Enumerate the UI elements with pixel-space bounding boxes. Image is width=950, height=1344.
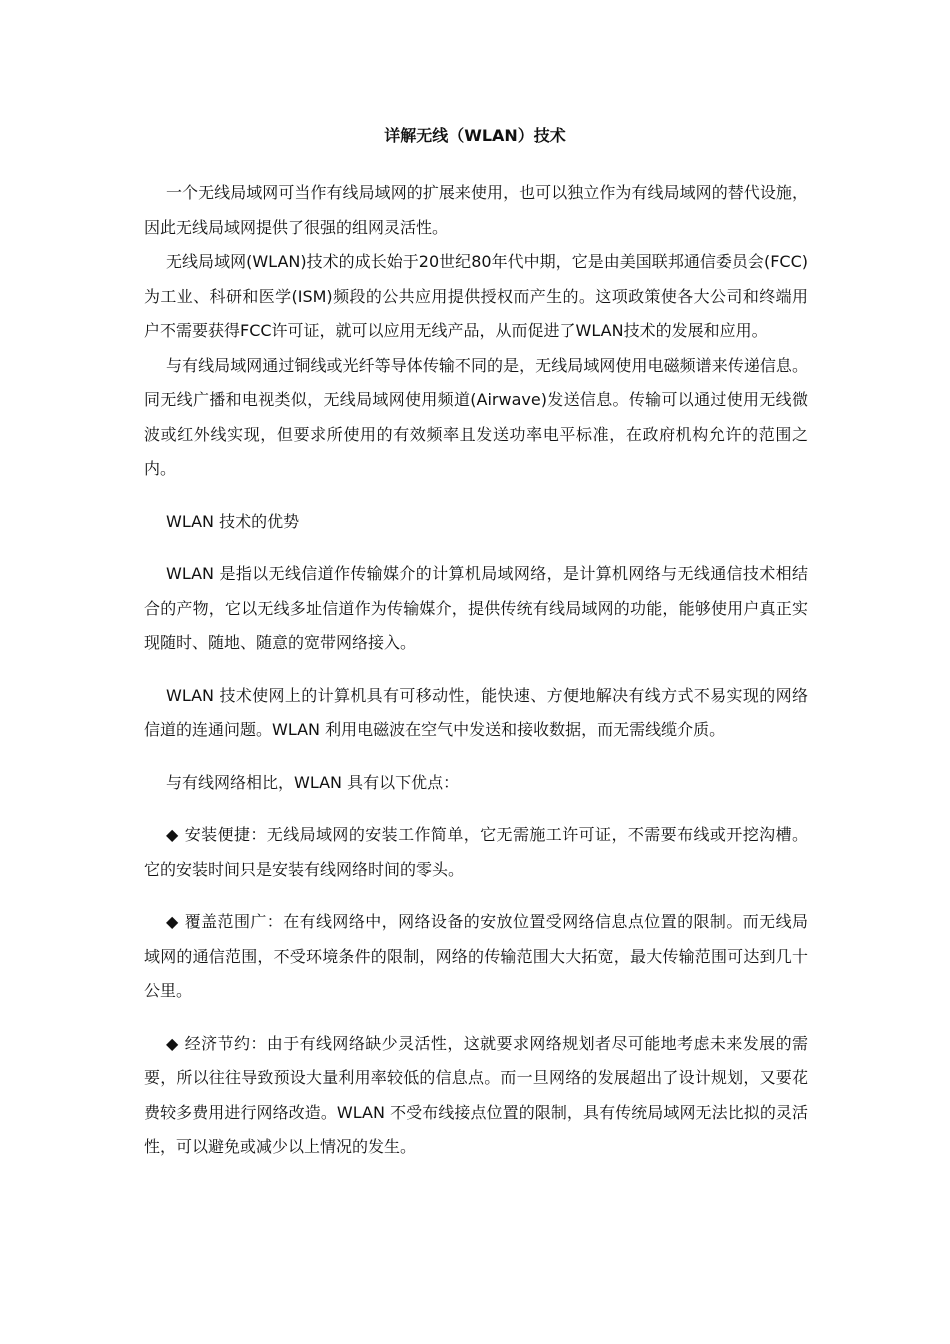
bullet-item-3: [144, 1027, 808, 1165]
diamond-bullet-icon: ◆: [166, 825, 179, 844]
section-paragraph-1: WLAN 是指以无线信道作传输媒介的计算机局域网络，是计算机网络与无线通信技术相结合的产物，它以无线多址信道作为传输媒介，提供传统有线局域网的功能，能够使用户真正实现随时、随地、随意的宽带网络接入。: [144, 564, 808, 652]
bullet-text: 安装便捷：无线局域网的安装工作简单，它无需施工许可证，不需要布线或开挖沟槽。它的安装时间只是安装有线网络时间的零头。: [144, 825, 808, 879]
bullet-item-2: [144, 905, 808, 1009]
section-heading: WLAN 技术的优势: [166, 511, 300, 531]
intro-paragraph-1: 一个无线局域网可当作有线局域网的扩展来使用，也可以独立作为有线局域网的替代设施，因此无线局域网提供了很强的组网灵活性。: [144, 183, 808, 237]
bullet-text: 经济节约：由于有线网络缺少灵活性，这就要求网络规划者尽可能地考虑未来发展的需要，所以往往导致预设大量利用率较低的信息点。而一旦网络的发展超出了设计规划，又要花费较多费用进行网络改造。WLAN 不受布线接点位置的限制，具有传统局域网无法比拟的灵活性，可以避免或减少以上情况的发生。: [144, 1033, 808, 1156]
diamond-bullet-icon: ◆: [166, 912, 179, 931]
bullet-text: 覆盖范围广：在有线网络中，网络设备的安放位置受网络信息点位置的限制。而无线局域网的通信范围，不受环境条件的限制，网络的传输范围大大拓宽，最大传输范围可达到几十公里。: [144, 912, 808, 1000]
section-paragraph-3: 与有线网络相比，WLAN 具有以下优点：: [166, 772, 460, 792]
document-title: 详解无线（WLAN）技术: [384, 126, 566, 145]
diamond-bullet-icon: ◆: [166, 1033, 179, 1053]
bullet-item-1: [144, 818, 808, 887]
intro-paragraph-3: 与有线局域网通过铜线或光纤等导体传输不同的是，无线局域网使用电磁频谱来传递信息。同无线广播和电视类似，无线局域网使用频道(Airwave)发送信息。传输可以通过使用无线微波或红外线实现，但要求所使用的有效频率且发送功率电平标准，在政府机构允许的范围之内。: [144, 355, 808, 478]
document-body: [144, 176, 808, 1165]
section-paragraph-2: WLAN 技术使网上的计算机具有可移动性，能快速、方便地解决有线方式不易实现的网络信道的连通问题。WLAN 利用电磁波在空气中发送和接收数据，而无需线缆介质。: [144, 685, 808, 739]
intro-paragraph-2: 无线局域网(WLAN)技术的成长始于20世纪80年代中期，它是由美国联邦通信委员会(FCC)为工业、科研和医学(ISM)频段的公共应用提供授权而产生的。这项政策使各大公司和终端用户不需要获得FCC许可证，就可以应用无线产品，从而促进了WLAN技术的发展和应用。: [144, 252, 808, 340]
